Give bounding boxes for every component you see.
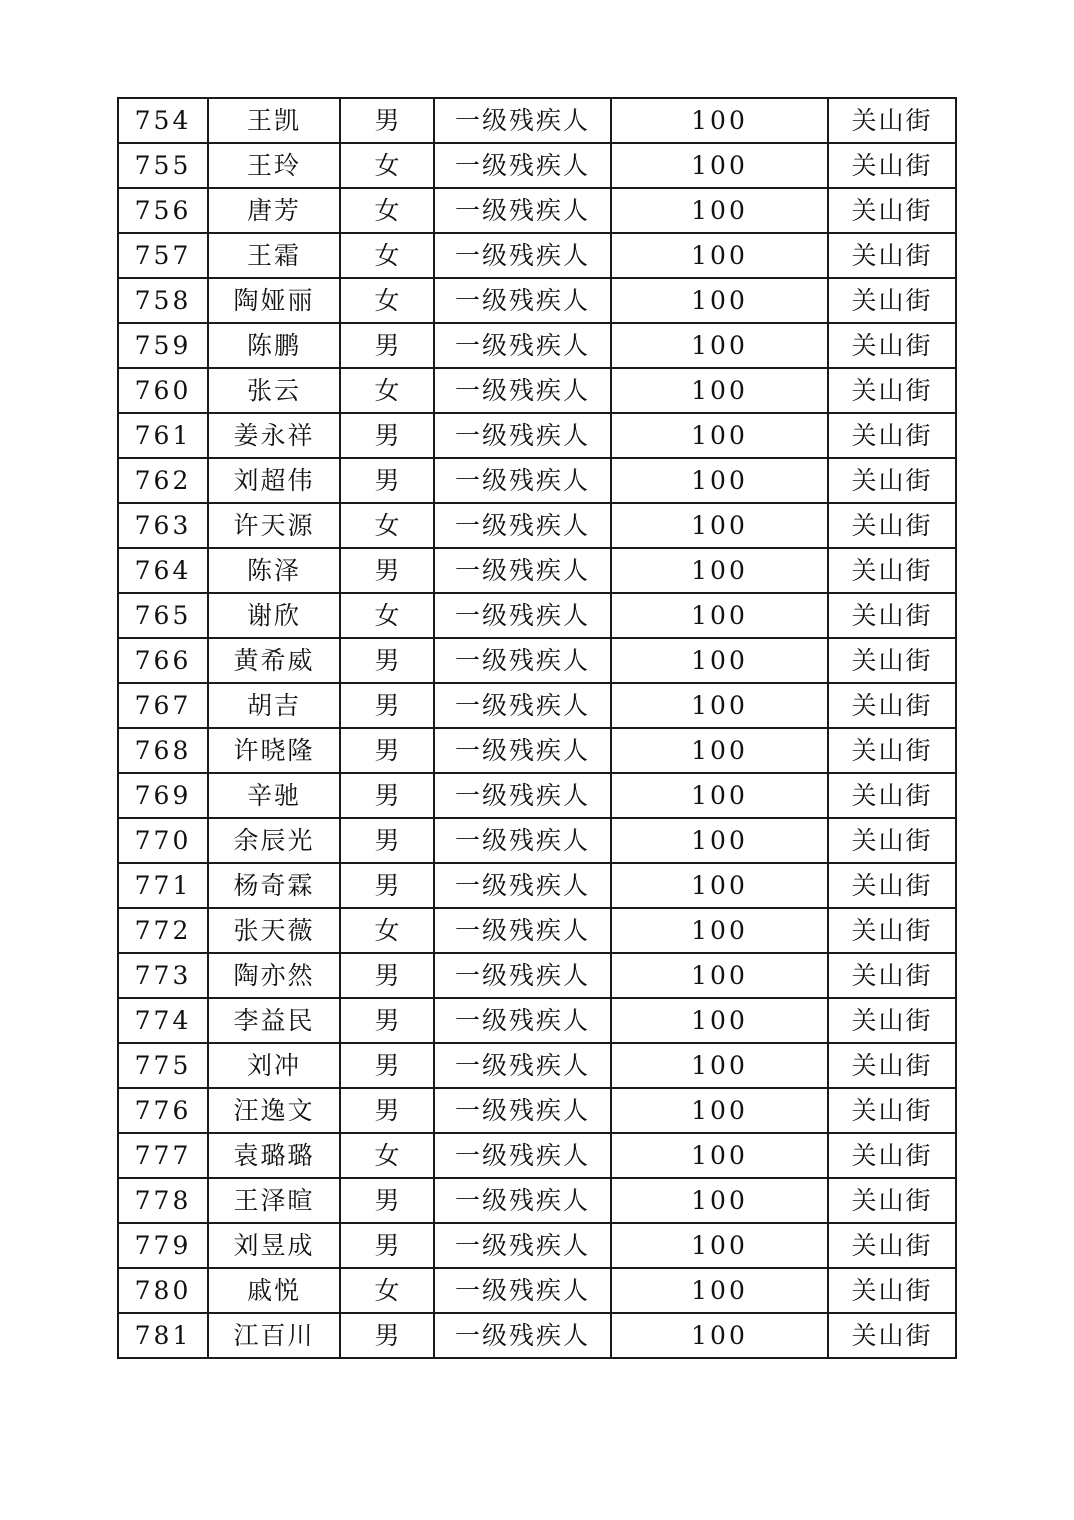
table-row bbox=[118, 683, 956, 728]
table-row bbox=[118, 548, 956, 593]
amount-cell: 100 bbox=[611, 1223, 828, 1268]
serial-number-cell: 763 bbox=[118, 503, 208, 548]
amount-cell: 100 bbox=[611, 728, 828, 773]
gender-cell: 男 bbox=[340, 458, 434, 503]
amount-cell: 100 bbox=[611, 503, 828, 548]
street-cell: 关山街 bbox=[828, 953, 956, 998]
street-cell: 关山街 bbox=[828, 1223, 956, 1268]
table-row bbox=[118, 368, 956, 413]
disability-level-cell: 一级残疾人 bbox=[434, 593, 611, 638]
gender-cell: 男 bbox=[340, 323, 434, 368]
name-cell: 江百川 bbox=[208, 1313, 340, 1358]
disability-level-cell: 一级残疾人 bbox=[434, 458, 611, 503]
table-row bbox=[118, 1133, 956, 1178]
amount-cell: 100 bbox=[611, 863, 828, 908]
name-cell: 许天源 bbox=[208, 503, 340, 548]
table-row bbox=[118, 908, 956, 953]
name-cell: 戚悦 bbox=[208, 1268, 340, 1313]
name-cell: 辛驰 bbox=[208, 773, 340, 818]
disability-level-cell: 一级残疾人 bbox=[434, 503, 611, 548]
disability-level-cell: 一级残疾人 bbox=[434, 728, 611, 773]
serial-number-cell: 775 bbox=[118, 1043, 208, 1088]
table-row bbox=[118, 773, 956, 818]
street-cell: 关山街 bbox=[828, 1178, 956, 1223]
name-cell: 陈鹏 bbox=[208, 323, 340, 368]
street-cell: 关山街 bbox=[828, 143, 956, 188]
amount-cell: 100 bbox=[611, 548, 828, 593]
street-cell: 关山街 bbox=[828, 908, 956, 953]
gender-cell: 女 bbox=[340, 1268, 434, 1313]
table-row bbox=[118, 143, 956, 188]
table-row bbox=[118, 863, 956, 908]
street-cell: 关山街 bbox=[828, 548, 956, 593]
gender-cell: 男 bbox=[340, 683, 434, 728]
amount-cell: 100 bbox=[611, 998, 828, 1043]
gender-cell: 男 bbox=[340, 863, 434, 908]
serial-number-cell: 762 bbox=[118, 458, 208, 503]
disability-level-cell: 一级残疾人 bbox=[434, 188, 611, 233]
name-cell: 陶娅丽 bbox=[208, 278, 340, 323]
gender-cell: 男 bbox=[340, 98, 434, 143]
table-row bbox=[118, 998, 956, 1043]
gender-cell: 女 bbox=[340, 188, 434, 233]
street-cell: 关山街 bbox=[828, 593, 956, 638]
disability-level-cell: 一级残疾人 bbox=[434, 1223, 611, 1268]
amount-cell: 100 bbox=[611, 368, 828, 413]
gender-cell: 男 bbox=[340, 773, 434, 818]
gender-cell: 男 bbox=[340, 1088, 434, 1133]
table-row bbox=[118, 323, 956, 368]
serial-number-cell: 771 bbox=[118, 863, 208, 908]
disability-level-cell: 一级残疾人 bbox=[434, 773, 611, 818]
name-cell: 谢欣 bbox=[208, 593, 340, 638]
amount-cell: 100 bbox=[611, 1313, 828, 1358]
table-row bbox=[118, 728, 956, 773]
name-cell: 杨奇霖 bbox=[208, 863, 340, 908]
name-cell: 王霜 bbox=[208, 233, 340, 278]
serial-number-cell: 758 bbox=[118, 278, 208, 323]
serial-number-cell: 778 bbox=[118, 1178, 208, 1223]
disability-level-cell: 一级残疾人 bbox=[434, 548, 611, 593]
table-row bbox=[118, 413, 956, 458]
serial-number-cell: 755 bbox=[118, 143, 208, 188]
name-cell: 刘冲 bbox=[208, 1043, 340, 1088]
serial-number-cell: 765 bbox=[118, 593, 208, 638]
table-row bbox=[118, 1223, 956, 1268]
serial-number-cell: 776 bbox=[118, 1088, 208, 1133]
amount-cell: 100 bbox=[611, 908, 828, 953]
disability-level-cell: 一级残疾人 bbox=[434, 998, 611, 1043]
gender-cell: 女 bbox=[340, 503, 434, 548]
disability-level-cell: 一级残疾人 bbox=[434, 1178, 611, 1223]
amount-cell: 100 bbox=[611, 1178, 828, 1223]
name-cell: 王玲 bbox=[208, 143, 340, 188]
street-cell: 关山街 bbox=[828, 863, 956, 908]
table-row bbox=[118, 593, 956, 638]
serial-number-cell: 770 bbox=[118, 818, 208, 863]
street-cell: 关山街 bbox=[828, 98, 956, 143]
name-cell: 陶亦然 bbox=[208, 953, 340, 998]
street-cell: 关山街 bbox=[828, 1043, 956, 1088]
name-cell: 李益民 bbox=[208, 998, 340, 1043]
disability-level-cell: 一级残疾人 bbox=[434, 908, 611, 953]
name-cell: 黄希威 bbox=[208, 638, 340, 683]
name-cell: 余辰光 bbox=[208, 818, 340, 863]
amount-cell: 100 bbox=[611, 143, 828, 188]
amount-cell: 100 bbox=[611, 1043, 828, 1088]
table-row bbox=[118, 503, 956, 548]
street-cell: 关山街 bbox=[828, 638, 956, 683]
serial-number-cell: 781 bbox=[118, 1313, 208, 1358]
table-row bbox=[118, 953, 956, 998]
serial-number-cell: 761 bbox=[118, 413, 208, 458]
name-cell: 陈泽 bbox=[208, 548, 340, 593]
street-cell: 关山街 bbox=[828, 728, 956, 773]
amount-cell: 100 bbox=[611, 458, 828, 503]
disability-level-cell: 一级残疾人 bbox=[434, 1088, 611, 1133]
gender-cell: 男 bbox=[340, 413, 434, 458]
serial-number-cell: 767 bbox=[118, 683, 208, 728]
amount-cell: 100 bbox=[611, 638, 828, 683]
name-cell: 刘昱成 bbox=[208, 1223, 340, 1268]
disability-level-cell: 一级残疾人 bbox=[434, 413, 611, 458]
disability-level-cell: 一级残疾人 bbox=[434, 818, 611, 863]
amount-cell: 100 bbox=[611, 683, 828, 728]
street-cell: 关山街 bbox=[828, 773, 956, 818]
table-row bbox=[118, 98, 956, 143]
name-cell: 张天薇 bbox=[208, 908, 340, 953]
name-cell: 汪逸文 bbox=[208, 1088, 340, 1133]
amount-cell: 100 bbox=[611, 323, 828, 368]
street-cell: 关山街 bbox=[828, 683, 956, 728]
serial-number-cell: 766 bbox=[118, 638, 208, 683]
disability-level-cell: 一级残疾人 bbox=[434, 863, 611, 908]
table-row bbox=[118, 458, 956, 503]
serial-number-cell: 773 bbox=[118, 953, 208, 998]
serial-number-cell: 772 bbox=[118, 908, 208, 953]
table-row bbox=[118, 1043, 956, 1088]
street-cell: 关山街 bbox=[828, 278, 956, 323]
gender-cell: 女 bbox=[340, 908, 434, 953]
table-row bbox=[118, 188, 956, 233]
disability-level-cell: 一级残疾人 bbox=[434, 1133, 611, 1178]
gender-cell: 男 bbox=[340, 1043, 434, 1088]
name-cell: 袁璐璐 bbox=[208, 1133, 340, 1178]
street-cell: 关山街 bbox=[828, 1088, 956, 1133]
name-cell: 王泽暄 bbox=[208, 1178, 340, 1223]
amount-cell: 100 bbox=[611, 1088, 828, 1133]
street-cell: 关山街 bbox=[828, 1268, 956, 1313]
street-cell: 关山街 bbox=[828, 413, 956, 458]
amount-cell: 100 bbox=[611, 413, 828, 458]
disability-level-cell: 一级残疾人 bbox=[434, 143, 611, 188]
table-row bbox=[118, 1088, 956, 1133]
roster-table-body bbox=[118, 98, 956, 1358]
amount-cell: 100 bbox=[611, 773, 828, 818]
serial-number-cell: 756 bbox=[118, 188, 208, 233]
street-cell: 关山街 bbox=[828, 503, 956, 548]
serial-number-cell: 764 bbox=[118, 548, 208, 593]
gender-cell: 女 bbox=[340, 143, 434, 188]
street-cell: 关山街 bbox=[828, 818, 956, 863]
table-row bbox=[118, 1313, 956, 1358]
amount-cell: 100 bbox=[611, 98, 828, 143]
street-cell: 关山街 bbox=[828, 1313, 956, 1358]
street-cell: 关山街 bbox=[828, 233, 956, 278]
serial-number-cell: 779 bbox=[118, 1223, 208, 1268]
table-row bbox=[118, 233, 956, 278]
amount-cell: 100 bbox=[611, 593, 828, 638]
serial-number-cell: 754 bbox=[118, 98, 208, 143]
name-cell: 姜永祥 bbox=[208, 413, 340, 458]
serial-number-cell: 780 bbox=[118, 1268, 208, 1313]
amount-cell: 100 bbox=[611, 233, 828, 278]
gender-cell: 女 bbox=[340, 593, 434, 638]
gender-cell: 男 bbox=[340, 728, 434, 773]
gender-cell: 男 bbox=[340, 998, 434, 1043]
gender-cell: 女 bbox=[340, 233, 434, 278]
disability-level-cell: 一级残疾人 bbox=[434, 638, 611, 683]
disability-level-cell: 一级残疾人 bbox=[434, 323, 611, 368]
name-cell: 王凯 bbox=[208, 98, 340, 143]
disability-level-cell: 一级残疾人 bbox=[434, 1043, 611, 1088]
disability-level-cell: 一级残疾人 bbox=[434, 368, 611, 413]
table-row bbox=[118, 1268, 956, 1313]
serial-number-cell: 760 bbox=[118, 368, 208, 413]
name-cell: 唐芳 bbox=[208, 188, 340, 233]
serial-number-cell: 759 bbox=[118, 323, 208, 368]
table-row bbox=[118, 278, 956, 323]
street-cell: 关山街 bbox=[828, 1133, 956, 1178]
disability-level-cell: 一级残疾人 bbox=[434, 98, 611, 143]
street-cell: 关山街 bbox=[828, 368, 956, 413]
name-cell: 刘超伟 bbox=[208, 458, 340, 503]
gender-cell: 男 bbox=[340, 548, 434, 593]
street-cell: 关山街 bbox=[828, 998, 956, 1043]
gender-cell: 女 bbox=[340, 368, 434, 413]
gender-cell: 女 bbox=[340, 1133, 434, 1178]
gender-cell: 男 bbox=[340, 1223, 434, 1268]
serial-number-cell: 769 bbox=[118, 773, 208, 818]
table-row bbox=[118, 638, 956, 683]
amount-cell: 100 bbox=[611, 818, 828, 863]
name-cell: 胡吉 bbox=[208, 683, 340, 728]
street-cell: 关山街 bbox=[828, 458, 956, 503]
name-cell: 许晓隆 bbox=[208, 728, 340, 773]
gender-cell: 男 bbox=[340, 638, 434, 683]
gender-cell: 男 bbox=[340, 953, 434, 998]
serial-number-cell: 774 bbox=[118, 998, 208, 1043]
amount-cell: 100 bbox=[611, 278, 828, 323]
disability-level-cell: 一级残疾人 bbox=[434, 683, 611, 728]
serial-number-cell: 777 bbox=[118, 1133, 208, 1178]
gender-cell: 男 bbox=[340, 1178, 434, 1223]
disability-level-cell: 一级残疾人 bbox=[434, 953, 611, 998]
amount-cell: 100 bbox=[611, 1133, 828, 1178]
disability-level-cell: 一级残疾人 bbox=[434, 233, 611, 278]
gender-cell: 男 bbox=[340, 1313, 434, 1358]
disability-level-cell: 一级残疾人 bbox=[434, 1313, 611, 1358]
street-cell: 关山街 bbox=[828, 188, 956, 233]
amount-cell: 100 bbox=[611, 188, 828, 233]
disability-level-cell: 一级残疾人 bbox=[434, 278, 611, 323]
table-row bbox=[118, 818, 956, 863]
amount-cell: 100 bbox=[611, 953, 828, 998]
serial-number-cell: 757 bbox=[118, 233, 208, 278]
gender-cell: 男 bbox=[340, 818, 434, 863]
disability-level-cell: 一级残疾人 bbox=[434, 1268, 611, 1313]
table-row bbox=[118, 1178, 956, 1223]
document-page bbox=[117, 97, 955, 1359]
roster-table bbox=[117, 97, 957, 1359]
name-cell: 张云 bbox=[208, 368, 340, 413]
amount-cell: 100 bbox=[611, 1268, 828, 1313]
gender-cell: 女 bbox=[340, 278, 434, 323]
serial-number-cell: 768 bbox=[118, 728, 208, 773]
street-cell: 关山街 bbox=[828, 323, 956, 368]
